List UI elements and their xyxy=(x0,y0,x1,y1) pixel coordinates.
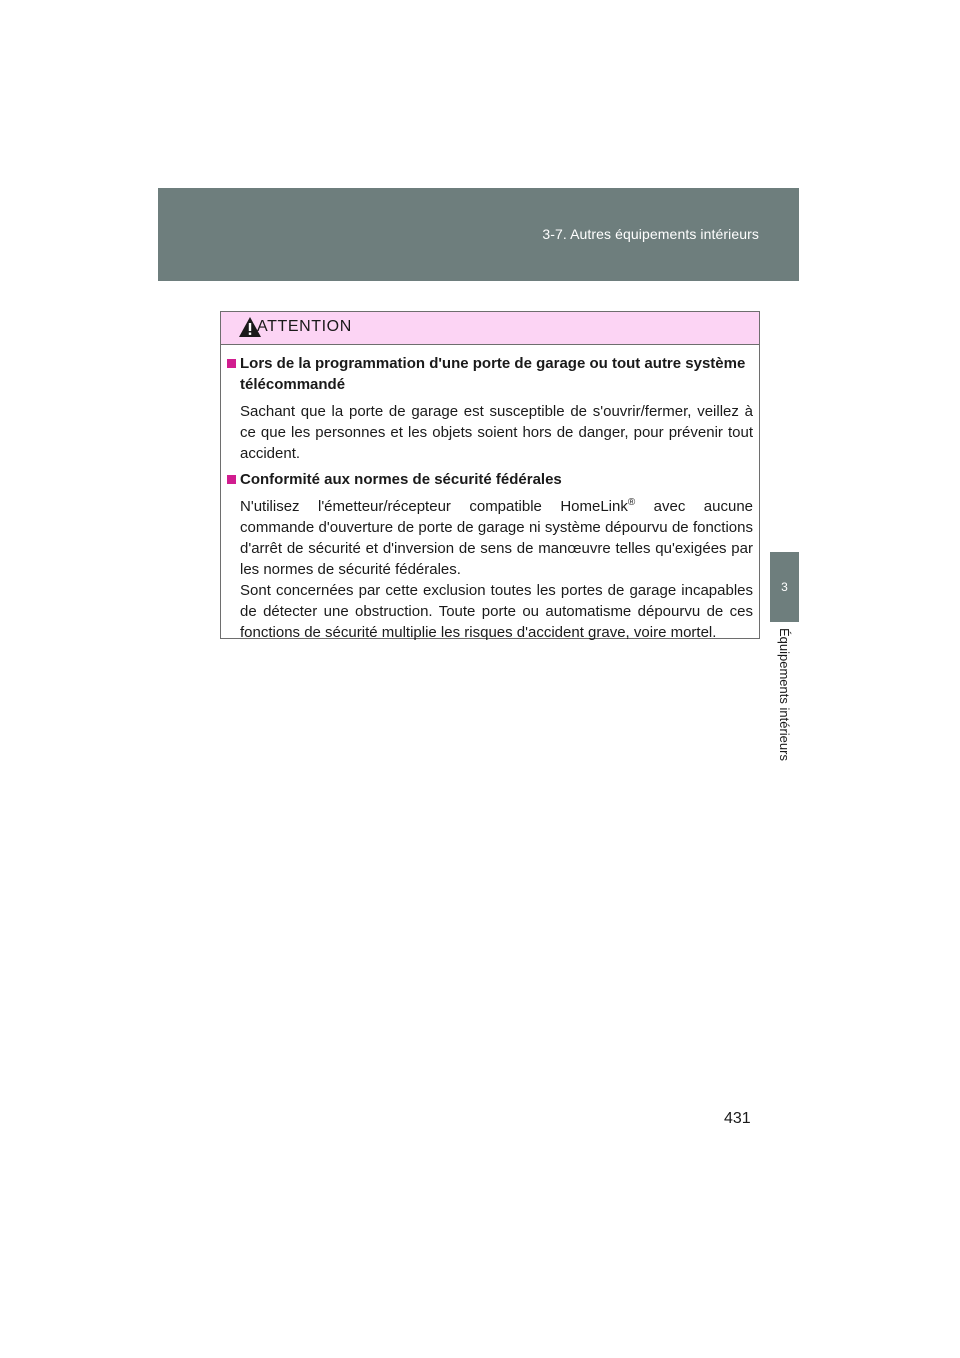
homelink-text-after: avec aucune commande d'ouverture de porte de garage ni système dépourvu de fonctions d'arrêt de sécurité et d'inversion de sens de manœuvre telles qu'exigées par les normes de sécurité fédérales. xyxy=(240,498,754,578)
warning-item-paragraph xyxy=(240,496,753,580)
warning-body xyxy=(221,345,759,643)
warning-item-heading xyxy=(227,353,753,395)
chapter-label-text: Équipements intérieurs xyxy=(777,628,792,761)
warning-item-paragraph: Sont concernées par cette exclusion toutes les portes de garage incapables de détecter une obstruction. Toute porte ou automatisme dépourvu de ces fonctions de sécurité multiplie les risques d'accident grave, voire mortel. xyxy=(240,582,753,641)
page-number: 431 xyxy=(724,1110,751,1127)
warning-item-heading-text: Conformité aux normes de sécurité fédérales xyxy=(240,471,562,488)
warning-item-heading-text: Lors de la programmation d'une porte de garage ou tout autre système télécommandé xyxy=(240,355,746,393)
warning-box xyxy=(220,311,760,639)
warning-header xyxy=(221,312,759,345)
warning-item-paragraph: Sachant que la porte de garage est susceptible de s'ouvrir/fermer, veillez à ce que les personnes et les objets soient hors de danger, pour prévenir tout accident. xyxy=(240,403,753,462)
warning-title: ATTENTION xyxy=(257,318,352,335)
square-bullet-icon xyxy=(227,359,236,368)
warning-item-heading xyxy=(227,469,753,490)
chapter-side-label xyxy=(770,628,799,788)
header-band xyxy=(158,188,799,281)
homelink-text-before: N'utilisez l'émetteur/récepteur compatible HomeLink xyxy=(240,498,628,515)
chapter-tab xyxy=(770,552,799,622)
chapter-tab-number: 3 xyxy=(781,580,788,594)
section-title: 3-7. Autres équipements intérieurs xyxy=(542,226,759,242)
square-bullet-icon xyxy=(227,475,236,484)
registered-mark: ® xyxy=(627,497,636,508)
